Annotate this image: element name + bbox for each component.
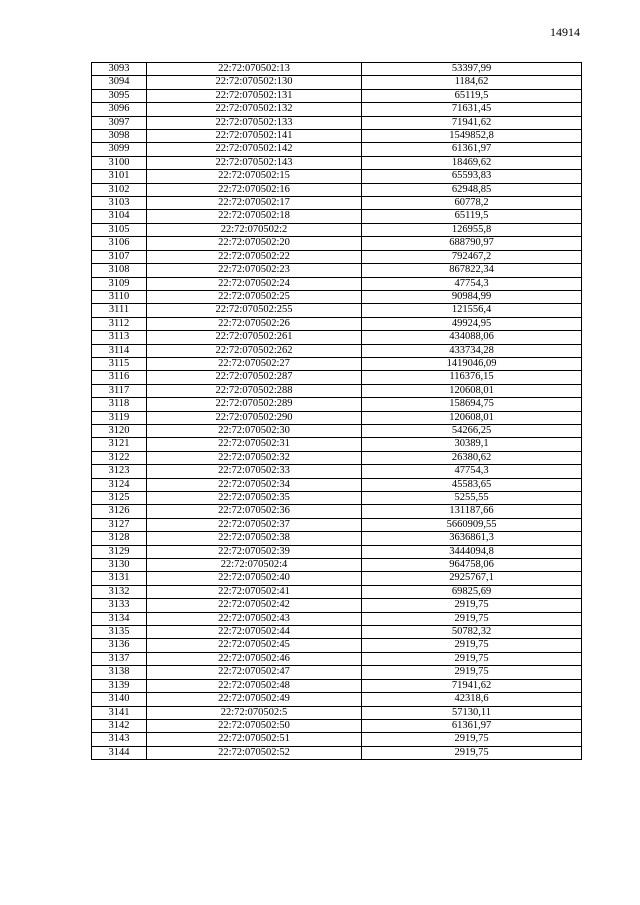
- table-row: [92, 250, 582, 263]
- cadastral-number-cell: 22:72:070502:4: [147, 559, 362, 572]
- value-cell: 688790,97: [362, 237, 582, 250]
- row-number-cell: 3099: [92, 143, 147, 156]
- table-row: [92, 103, 582, 116]
- table-body: [92, 63, 582, 760]
- row-number-cell: 3107: [92, 250, 147, 263]
- cadastral-number-cell: 22:72:070502:41: [147, 585, 362, 598]
- cadastral-number-cell: 22:72:070502:43: [147, 612, 362, 625]
- table-row: [92, 116, 582, 129]
- value-cell: 3636861,3: [362, 532, 582, 545]
- value-cell: 2919,75: [362, 666, 582, 679]
- value-cell: 69825,69: [362, 585, 582, 598]
- row-number-cell: 3115: [92, 357, 147, 370]
- table-row: [92, 572, 582, 585]
- row-number-cell: 3102: [92, 183, 147, 196]
- row-number-cell: 3135: [92, 626, 147, 639]
- value-cell: 57130,11: [362, 706, 582, 719]
- row-number-cell: 3126: [92, 505, 147, 518]
- cadastral-number-cell: 22:72:070502:32: [147, 451, 362, 464]
- cadastral-number-cell: 22:72:070502:26: [147, 317, 362, 330]
- cadastral-number-cell: 22:72:070502:261: [147, 331, 362, 344]
- row-number-cell: 3114: [92, 344, 147, 357]
- table-row: [92, 277, 582, 290]
- cadastral-number-cell: 22:72:070502:36: [147, 505, 362, 518]
- cadastral-number-cell: 22:72:070502:38: [147, 532, 362, 545]
- value-cell: 60778,2: [362, 197, 582, 210]
- table-row: [92, 210, 582, 223]
- table-row: [92, 505, 582, 518]
- row-number-cell: 3119: [92, 411, 147, 424]
- value-cell: 2925767,1: [362, 572, 582, 585]
- value-cell: 45583,65: [362, 478, 582, 491]
- value-cell: 47754,3: [362, 465, 582, 478]
- value-cell: 65119,5: [362, 89, 582, 102]
- row-number-cell: 3127: [92, 518, 147, 531]
- cadastral-number-cell: 22:72:070502:133: [147, 116, 362, 129]
- row-number-cell: 3111: [92, 304, 147, 317]
- row-number-cell: 3128: [92, 532, 147, 545]
- row-number-cell: 3122: [92, 451, 147, 464]
- table-row: [92, 706, 582, 719]
- cadastral-number-cell: 22:72:070502:132: [147, 103, 362, 116]
- table-row: [92, 344, 582, 357]
- table-row: [92, 518, 582, 531]
- cadastral-number-cell: 22:72:070502:141: [147, 130, 362, 143]
- cadastral-number-cell: 22:72:070502:23: [147, 264, 362, 277]
- value-cell: 1184,62: [362, 76, 582, 89]
- page-number: 14914: [550, 25, 580, 39]
- row-number-cell: 3125: [92, 492, 147, 505]
- cadastral-number-cell: 22:72:070502:5: [147, 706, 362, 719]
- table-row: [92, 585, 582, 598]
- value-cell: 5255,55: [362, 492, 582, 505]
- cadastral-number-cell: 22:72:070502:31: [147, 438, 362, 451]
- table-row: [92, 371, 582, 384]
- row-number-cell: 3140: [92, 693, 147, 706]
- row-number-cell: 3094: [92, 76, 147, 89]
- row-number-cell: 3106: [92, 237, 147, 250]
- table-row: [92, 733, 582, 746]
- value-cell: 62948,85: [362, 183, 582, 196]
- cadastral-number-cell: 22:72:070502:2: [147, 223, 362, 236]
- cadastral-number-cell: 22:72:070502:287: [147, 371, 362, 384]
- cadastral-number-cell: 22:72:070502:51: [147, 733, 362, 746]
- table-row: [92, 63, 582, 76]
- cadastral-number-cell: 22:72:070502:130: [147, 76, 362, 89]
- cadastral-number-cell: 22:72:070502:47: [147, 666, 362, 679]
- row-number-cell: 3100: [92, 156, 147, 169]
- table-row: [92, 76, 582, 89]
- value-cell: 2919,75: [362, 612, 582, 625]
- cadastral-number-cell: 22:72:070502:262: [147, 344, 362, 357]
- value-cell: 61361,97: [362, 143, 582, 156]
- table-row: [92, 170, 582, 183]
- value-cell: 53397,99: [362, 63, 582, 76]
- table-row: [92, 264, 582, 277]
- table-row: [92, 465, 582, 478]
- value-cell: 71631,45: [362, 103, 582, 116]
- table-row: [92, 331, 582, 344]
- value-cell: 120608,01: [362, 411, 582, 424]
- cadastral-number-cell: 22:72:070502:13: [147, 63, 362, 76]
- table-row: [92, 398, 582, 411]
- table-row: [92, 130, 582, 143]
- cadastral-number-cell: 22:72:070502:35: [147, 492, 362, 505]
- cadastral-number-cell: 22:72:070502:18: [147, 210, 362, 223]
- cadastral-number-cell: 22:72:070502:22: [147, 250, 362, 263]
- value-cell: 120608,01: [362, 384, 582, 397]
- table-row: [92, 719, 582, 732]
- cadastral-number-cell: 22:72:070502:37: [147, 518, 362, 531]
- cadastral-number-cell: 22:72:070502:46: [147, 652, 362, 665]
- cadastral-number-cell: 22:72:070502:142: [147, 143, 362, 156]
- value-cell: 867822,34: [362, 264, 582, 277]
- value-cell: 2919,75: [362, 746, 582, 759]
- table-row: [92, 223, 582, 236]
- data-table: [91, 62, 582, 760]
- row-number-cell: 3142: [92, 719, 147, 732]
- cadastral-number-cell: 22:72:070502:42: [147, 599, 362, 612]
- value-cell: 65593,83: [362, 170, 582, 183]
- table-row: [92, 357, 582, 370]
- cadastral-number-cell: 22:72:070502:15: [147, 170, 362, 183]
- value-cell: 30389,1: [362, 438, 582, 451]
- value-cell: 1419046,09: [362, 357, 582, 370]
- row-number-cell: 3101: [92, 170, 147, 183]
- value-cell: 42318,6: [362, 693, 582, 706]
- cadastral-number-cell: 22:72:070502:24: [147, 277, 362, 290]
- cadastral-number-cell: 22:72:070502:20: [147, 237, 362, 250]
- cadastral-number-cell: 22:72:070502:39: [147, 545, 362, 558]
- row-number-cell: 3113: [92, 331, 147, 344]
- cadastral-number-cell: 22:72:070502:289: [147, 398, 362, 411]
- table-row: [92, 599, 582, 612]
- row-number-cell: 3112: [92, 317, 147, 330]
- row-number-cell: 3097: [92, 116, 147, 129]
- value-cell: 964758,06: [362, 559, 582, 572]
- table-row: [92, 183, 582, 196]
- table-row: [92, 237, 582, 250]
- row-number-cell: 3095: [92, 89, 147, 102]
- table-row: [92, 532, 582, 545]
- value-cell: 71941,62: [362, 679, 582, 692]
- table-row: [92, 197, 582, 210]
- row-number-cell: 3098: [92, 130, 147, 143]
- table-row: [92, 290, 582, 303]
- cadastral-number-cell: 22:72:070502:52: [147, 746, 362, 759]
- table-row: [92, 652, 582, 665]
- row-number-cell: 3143: [92, 733, 147, 746]
- value-cell: 5660909,55: [362, 518, 582, 531]
- row-number-cell: 3096: [92, 103, 147, 116]
- row-number-cell: 3133: [92, 599, 147, 612]
- row-number-cell: 3141: [92, 706, 147, 719]
- value-cell: 3444094,8: [362, 545, 582, 558]
- value-cell: 50782,32: [362, 626, 582, 639]
- row-number-cell: 3129: [92, 545, 147, 558]
- value-cell: 90984,99: [362, 290, 582, 303]
- value-cell: 2919,75: [362, 733, 582, 746]
- table-row: [92, 451, 582, 464]
- cadastral-number-cell: 22:72:070502:143: [147, 156, 362, 169]
- cadastral-number-cell: 22:72:070502:27: [147, 357, 362, 370]
- row-number-cell: 3118: [92, 398, 147, 411]
- row-number-cell: 3121: [92, 438, 147, 451]
- table-row: [92, 559, 582, 572]
- value-cell: 26380,62: [362, 451, 582, 464]
- row-number-cell: 3104: [92, 210, 147, 223]
- cadastral-number-cell: 22:72:070502:255: [147, 304, 362, 317]
- value-cell: 65119,5: [362, 210, 582, 223]
- table-row: [92, 545, 582, 558]
- cadastral-number-cell: 22:72:070502:17: [147, 197, 362, 210]
- row-number-cell: 3103: [92, 197, 147, 210]
- row-number-cell: 3093: [92, 63, 147, 76]
- cadastral-number-cell: 22:72:070502:16: [147, 183, 362, 196]
- value-cell: 126955,8: [362, 223, 582, 236]
- row-number-cell: 3110: [92, 290, 147, 303]
- table-row: [92, 679, 582, 692]
- table-row: [92, 746, 582, 759]
- value-cell: 2919,75: [362, 599, 582, 612]
- row-number-cell: 3131: [92, 572, 147, 585]
- value-cell: 434088,06: [362, 331, 582, 344]
- cadastral-number-cell: 22:72:070502:290: [147, 411, 362, 424]
- value-cell: 792467,2: [362, 250, 582, 263]
- table-row: [92, 156, 582, 169]
- value-cell: 433734,28: [362, 344, 582, 357]
- row-number-cell: 3144: [92, 746, 147, 759]
- table-row: [92, 384, 582, 397]
- row-number-cell: 3134: [92, 612, 147, 625]
- row-number-cell: 3132: [92, 585, 147, 598]
- cadastral-number-cell: 22:72:070502:25: [147, 290, 362, 303]
- table-row: [92, 424, 582, 437]
- row-number-cell: 3116: [92, 371, 147, 384]
- row-number-cell: 3137: [92, 652, 147, 665]
- row-number-cell: 3120: [92, 424, 147, 437]
- value-cell: 121556,4: [362, 304, 582, 317]
- value-cell: 49924,95: [362, 317, 582, 330]
- row-number-cell: 3109: [92, 277, 147, 290]
- cadastral-number-cell: 22:72:070502:288: [147, 384, 362, 397]
- table-row: [92, 304, 582, 317]
- cadastral-number-cell: 22:72:070502:131: [147, 89, 362, 102]
- value-cell: 61361,97: [362, 719, 582, 732]
- table-row: [92, 411, 582, 424]
- table-row: [92, 478, 582, 491]
- row-number-cell: 3124: [92, 478, 147, 491]
- cadastral-number-cell: 22:72:070502:50: [147, 719, 362, 732]
- row-number-cell: 3138: [92, 666, 147, 679]
- table-row: [92, 438, 582, 451]
- value-cell: 2919,75: [362, 652, 582, 665]
- table-row: [92, 639, 582, 652]
- cadastral-number-cell: 22:72:070502:48: [147, 679, 362, 692]
- table-row: [92, 612, 582, 625]
- row-number-cell: 3123: [92, 465, 147, 478]
- table-row: [92, 492, 582, 505]
- value-cell: 2919,75: [362, 639, 582, 652]
- cadastral-number-cell: 22:72:070502:44: [147, 626, 362, 639]
- row-number-cell: 3136: [92, 639, 147, 652]
- value-cell: 131187,66: [362, 505, 582, 518]
- cadastral-number-cell: 22:72:070502:30: [147, 424, 362, 437]
- value-cell: 18469,62: [362, 156, 582, 169]
- cadastral-number-cell: 22:72:070502:40: [147, 572, 362, 585]
- value-cell: 54266,25: [362, 424, 582, 437]
- row-number-cell: 3139: [92, 679, 147, 692]
- value-cell: 158694,75: [362, 398, 582, 411]
- value-cell: 1549852,8: [362, 130, 582, 143]
- row-number-cell: 3108: [92, 264, 147, 277]
- value-cell: 71941,62: [362, 116, 582, 129]
- table-row: [92, 143, 582, 156]
- table-row: [92, 693, 582, 706]
- cadastral-number-cell: 22:72:070502:49: [147, 693, 362, 706]
- row-number-cell: 3105: [92, 223, 147, 236]
- table-row: [92, 89, 582, 102]
- row-number-cell: 3117: [92, 384, 147, 397]
- table-row: [92, 666, 582, 679]
- cadastral-number-cell: 22:72:070502:45: [147, 639, 362, 652]
- value-cell: 47754,3: [362, 277, 582, 290]
- table-row: [92, 626, 582, 639]
- row-number-cell: 3130: [92, 559, 147, 572]
- table-row: [92, 317, 582, 330]
- value-cell: 116376,15: [362, 371, 582, 384]
- cadastral-number-cell: 22:72:070502:34: [147, 478, 362, 491]
- cadastral-number-cell: 22:72:070502:33: [147, 465, 362, 478]
